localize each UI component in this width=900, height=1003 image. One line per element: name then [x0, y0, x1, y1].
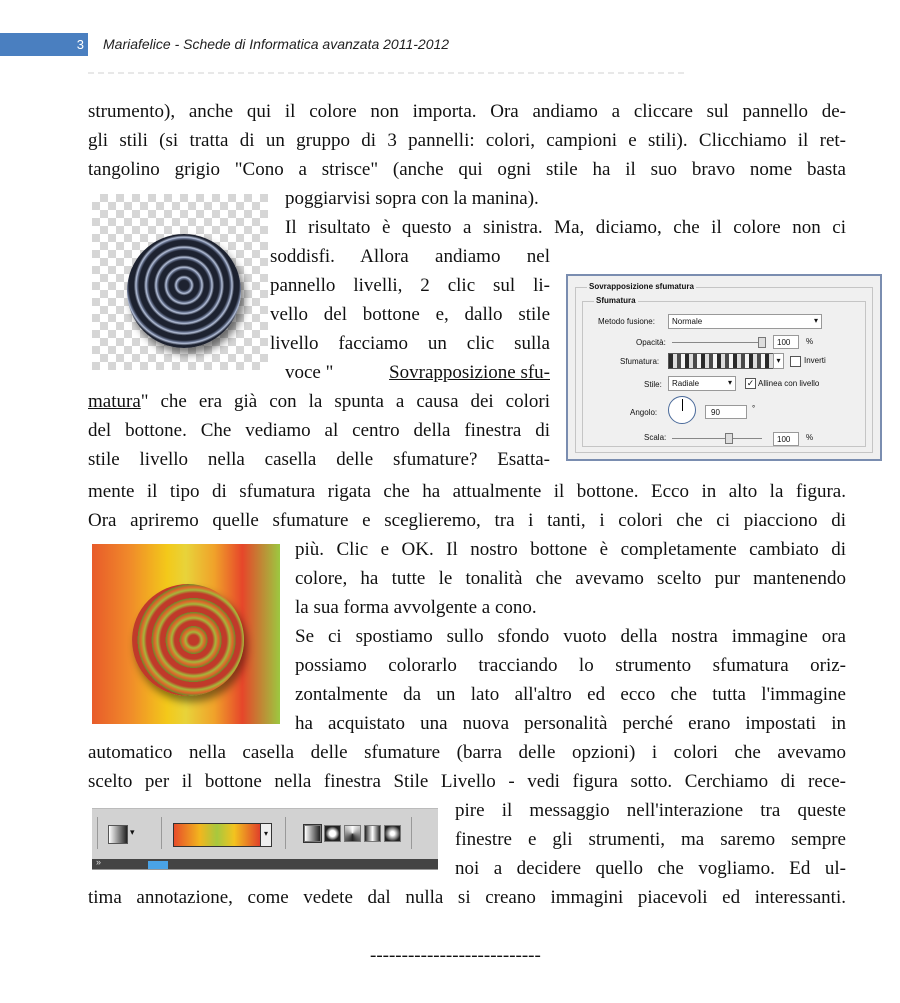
text-line: noi a decidere quello che vogliamo. Ed ul-	[455, 858, 846, 879]
gradient-options-toolbar	[92, 808, 438, 870]
scale-input[interactable]	[773, 432, 799, 446]
figure-colored-button	[92, 544, 280, 724]
gradient-dropdown[interactable]	[773, 353, 784, 369]
angle-dial[interactable]	[668, 396, 696, 424]
radial-gradient-button[interactable]	[324, 825, 341, 842]
opacity-unit: %	[806, 337, 814, 346]
text-line	[285, 358, 550, 387]
link-text: matura	[88, 391, 141, 412]
text-line: pire il messaggio nell'interazione tra queste	[455, 800, 846, 821]
gradient-picker[interactable]	[173, 823, 261, 847]
chevron-down-icon: ▾	[727, 378, 732, 387]
text-line: finestre e gli strumenti, ma saremo sempre	[455, 829, 846, 850]
colored-button-image	[132, 584, 244, 696]
opacity-input[interactable]	[773, 335, 799, 349]
text-line: Il risultato è questo a sinistra. Ma, diciamo, che il colore non ci	[285, 217, 846, 238]
toolbar-footer	[92, 859, 438, 869]
style-select[interactable]	[668, 376, 736, 391]
scale-slider-handle[interactable]	[725, 433, 733, 444]
cone-button-image	[127, 234, 241, 348]
panel-tab[interactable]	[148, 861, 168, 869]
text-line	[88, 387, 550, 416]
text-line: pannello livelli, 2 clic sul li-	[270, 275, 550, 296]
opacity-value: 100	[777, 338, 791, 347]
scale-value: 100	[777, 435, 791, 444]
page-number: 3	[0, 33, 88, 56]
text-line: poggiarvisi sopra con la manina).	[285, 188, 539, 209]
align-checkbox[interactable]	[745, 378, 756, 389]
text-line: la sua forma avvolgente a cono.	[295, 597, 537, 618]
gradient-tool-icon[interactable]	[108, 825, 128, 844]
toolbar-grip	[97, 817, 98, 849]
text-line: del bottone. Che vediamo al centro della finestra di	[88, 420, 550, 441]
text-line: automatico nella casella delle sfumature (barra delle opzioni) i colori che avevamo	[88, 742, 846, 763]
blend-mode-select[interactable]	[668, 314, 822, 329]
scale-label: Scala:	[644, 433, 667, 442]
toolbar-separator	[285, 817, 286, 849]
text-line: tima annotazione, come vedete dal nulla si creano immagini piacevoli ed interessanti.	[88, 887, 846, 908]
style-value: Radiale	[672, 379, 700, 388]
text-line: strumento), anche qui il colore non importa. Ora andiamo a cliccare sul pannello de-	[88, 101, 846, 122]
link-text: Sovrapposizione sfu-	[389, 362, 550, 383]
header-divider	[88, 72, 684, 74]
text-line: tangolino grigio "Cono a strisce" (anche qui ogni stile ha il suo bravo nome basta	[88, 159, 846, 180]
gradient-label: Sfumatura:	[620, 357, 660, 366]
checkmark-icon: ✓	[746, 378, 755, 388]
opacity-slider-handle[interactable]	[758, 337, 766, 348]
gradient-preview[interactable]	[668, 353, 774, 369]
text-line: zontalmente da un lato all'altro ed ecco che tutta l'immagine	[295, 684, 846, 705]
text-line: vello del bottone e, dallo stile	[270, 304, 550, 325]
text-segment: voce "	[285, 362, 334, 383]
reflected-gradient-button[interactable]	[364, 825, 381, 842]
angle-gradient-button[interactable]	[344, 825, 361, 842]
chevron-down-icon: ▾	[776, 356, 781, 365]
text-line: stile livello nella casella delle sfumature? Esatta-	[88, 449, 550, 470]
scale-slider-track[interactable]	[672, 438, 762, 439]
dialog-title: Sovrapposizione sfumatura	[589, 282, 694, 291]
blend-mode-value: Normale	[672, 317, 703, 326]
group-title: Sfumatura	[596, 296, 636, 305]
toolbar-separator	[161, 817, 162, 849]
style-label: Stile:	[644, 380, 662, 389]
text-line: colore, ha tutte le tonalità che avevamo scelto pur mantenendo	[295, 568, 846, 589]
text-segment: " che era già con la spunta a causa dei colori	[140, 391, 550, 412]
expand-icon[interactable]: »	[96, 857, 102, 867]
align-label: Allinea con livello	[758, 379, 820, 388]
reverse-checkbox[interactable]	[790, 356, 801, 367]
text-line: Ora apriremo quelle sfumature e sceglieremo, tra i tanti, i colori che ci piacciono di	[88, 510, 846, 531]
end-divider: ---------------------------	[370, 945, 541, 966]
text-line: soddisfi. Allora andiamo nel	[270, 246, 550, 267]
opacity-label: Opacità:	[636, 338, 666, 347]
angle-dial-hand	[682, 399, 683, 411]
text-line: gli stili (si tratta di un gruppo di 3 pannelli: colori, campioni e stili). Clicchiamo il ret-	[88, 130, 846, 151]
text-line: mente il tipo di sfumatura rigata che ha attualmente il bottone. Ecco in alto la figura.	[88, 481, 846, 502]
angle-value: 90	[711, 408, 720, 417]
figure-cone-button	[92, 194, 268, 370]
blend-mode-label: Metodo fusione:	[598, 317, 655, 326]
reverse-label: Inverti	[804, 356, 826, 365]
opacity-slider-track[interactable]	[672, 342, 762, 343]
chevron-down-icon[interactable]: ▾	[130, 827, 135, 837]
chevron-down-icon[interactable]: ▾	[260, 823, 272, 847]
angle-unit: °	[752, 404, 756, 413]
text-line: più. Clic e OK. Il nostro bottone è completamente cambiato di	[295, 539, 846, 560]
diamond-gradient-button[interactable]	[384, 825, 401, 842]
text-line: possiamo colorarlo tracciando lo strumento sfumatura oriz-	[295, 655, 846, 676]
text-line: scelto per il bottone nella finestra Stile Livello - vedi figura sotto. Cerchiamo di rece-	[88, 771, 846, 792]
text-line: ha acquistato una nuova personalità perché erano impostati in	[295, 713, 846, 734]
angle-label: Angolo:	[630, 408, 658, 417]
scale-unit: %	[806, 433, 814, 442]
chevron-down-icon: ▾	[813, 316, 818, 325]
header-title: Mariafelice - Schede di Informatica avanzata 2011-2012	[103, 36, 450, 52]
gradient-overlay-dialog	[566, 274, 882, 461]
toolbar-separator	[411, 817, 412, 849]
text-line: livello facciamo un clic sulla	[270, 333, 550, 354]
angle-input[interactable]	[705, 405, 747, 419]
text-line: Se ci spostiamo sullo sfondo vuoto della nostra immagine ora	[295, 626, 846, 647]
linear-gradient-button[interactable]	[304, 825, 321, 842]
